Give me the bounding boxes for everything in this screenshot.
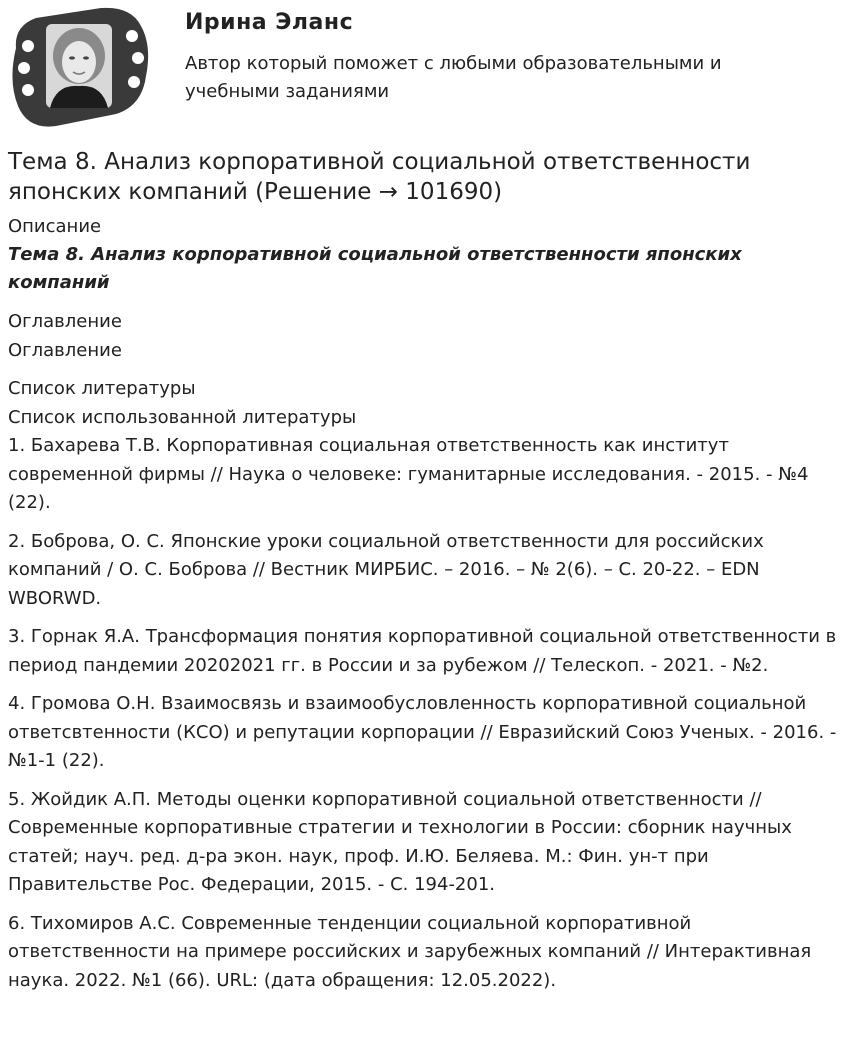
page-title: Тема 8. Анализ корпоративной социальной ответственности японских компаний (Решение → 101690) bbox=[8, 149, 751, 205]
description-subtitle: Тема 8. Анализ корпоративной социальной ответственности японских компаний bbox=[8, 244, 742, 293]
reference-item: 6. Тихомиров А.С. Современные тенденции социальной корпоративной ответственности на примере российских и зарубежных компаний // Интерактивная наука. 2022. №1 (66). URL: (дата обращения: 12.05.2022). bbox=[8, 912, 812, 991]
author-name[interactable]: Ирина Эланс bbox=[185, 10, 354, 35]
toc-heading-repeat: Оглавление bbox=[8, 340, 122, 361]
reference-item: 2. Боброва, О. С. Японские уроки социальной ответственности для российских компаний / О. С. Боброва // Вестник МИРБИС. – 2016. – № 2(6). – С. 20-22. – EDN WBORWD. bbox=[8, 530, 764, 609]
reference-item: 5. Жойдик А.П. Методы оценки корпоративной социальной ответственности // Современные корпоративные стратегии и технологии в России: сборник научных статей; науч. ред. д-ра экон. наук, проф. И.Ю. Беляева. М.: Фин. ун-т при Правительстве Рос. Федерации, 2015. - С. 194-201. bbox=[8, 788, 792, 895]
reference-item: 3. Горнак Я.А. Трансформация понятия корпоративной социальной ответственности в период пандемии 20202021 гг. в России и за рубежом // Телескоп. - 2021. - №2. bbox=[8, 626, 837, 676]
literature-subheading: Список использованной литературы bbox=[8, 407, 357, 428]
reference-item: 1. Бахарева Т.В. Корпоративная социальная ответственность как институт современной фирмы // Наука о человеке: гуманитарные исследования. - 2015. - №4 (22). bbox=[8, 435, 809, 513]
film-frame-avatar-icon bbox=[6, 6, 152, 128]
toc-heading: Оглавление bbox=[8, 311, 122, 332]
literature-heading: Список литературы bbox=[8, 378, 196, 399]
author-avatar bbox=[6, 6, 152, 128]
author-description: Автор который поможет с любыми образовательными и учебными заданиями bbox=[185, 53, 722, 102]
spacer bbox=[8, 365, 838, 374]
document-content bbox=[8, 147, 838, 1005]
description-label: Описание bbox=[8, 216, 102, 237]
reference-item: 4. Громова О.Н. Взаимосвязь и взаимообусловленность корпоративной социальной ответсвтенности (КСО) и репутации корпорации // Евразийский Союз Ученых. - 2016. - №1-1 (22). bbox=[8, 693, 837, 771]
author-header bbox=[0, 0, 847, 140]
